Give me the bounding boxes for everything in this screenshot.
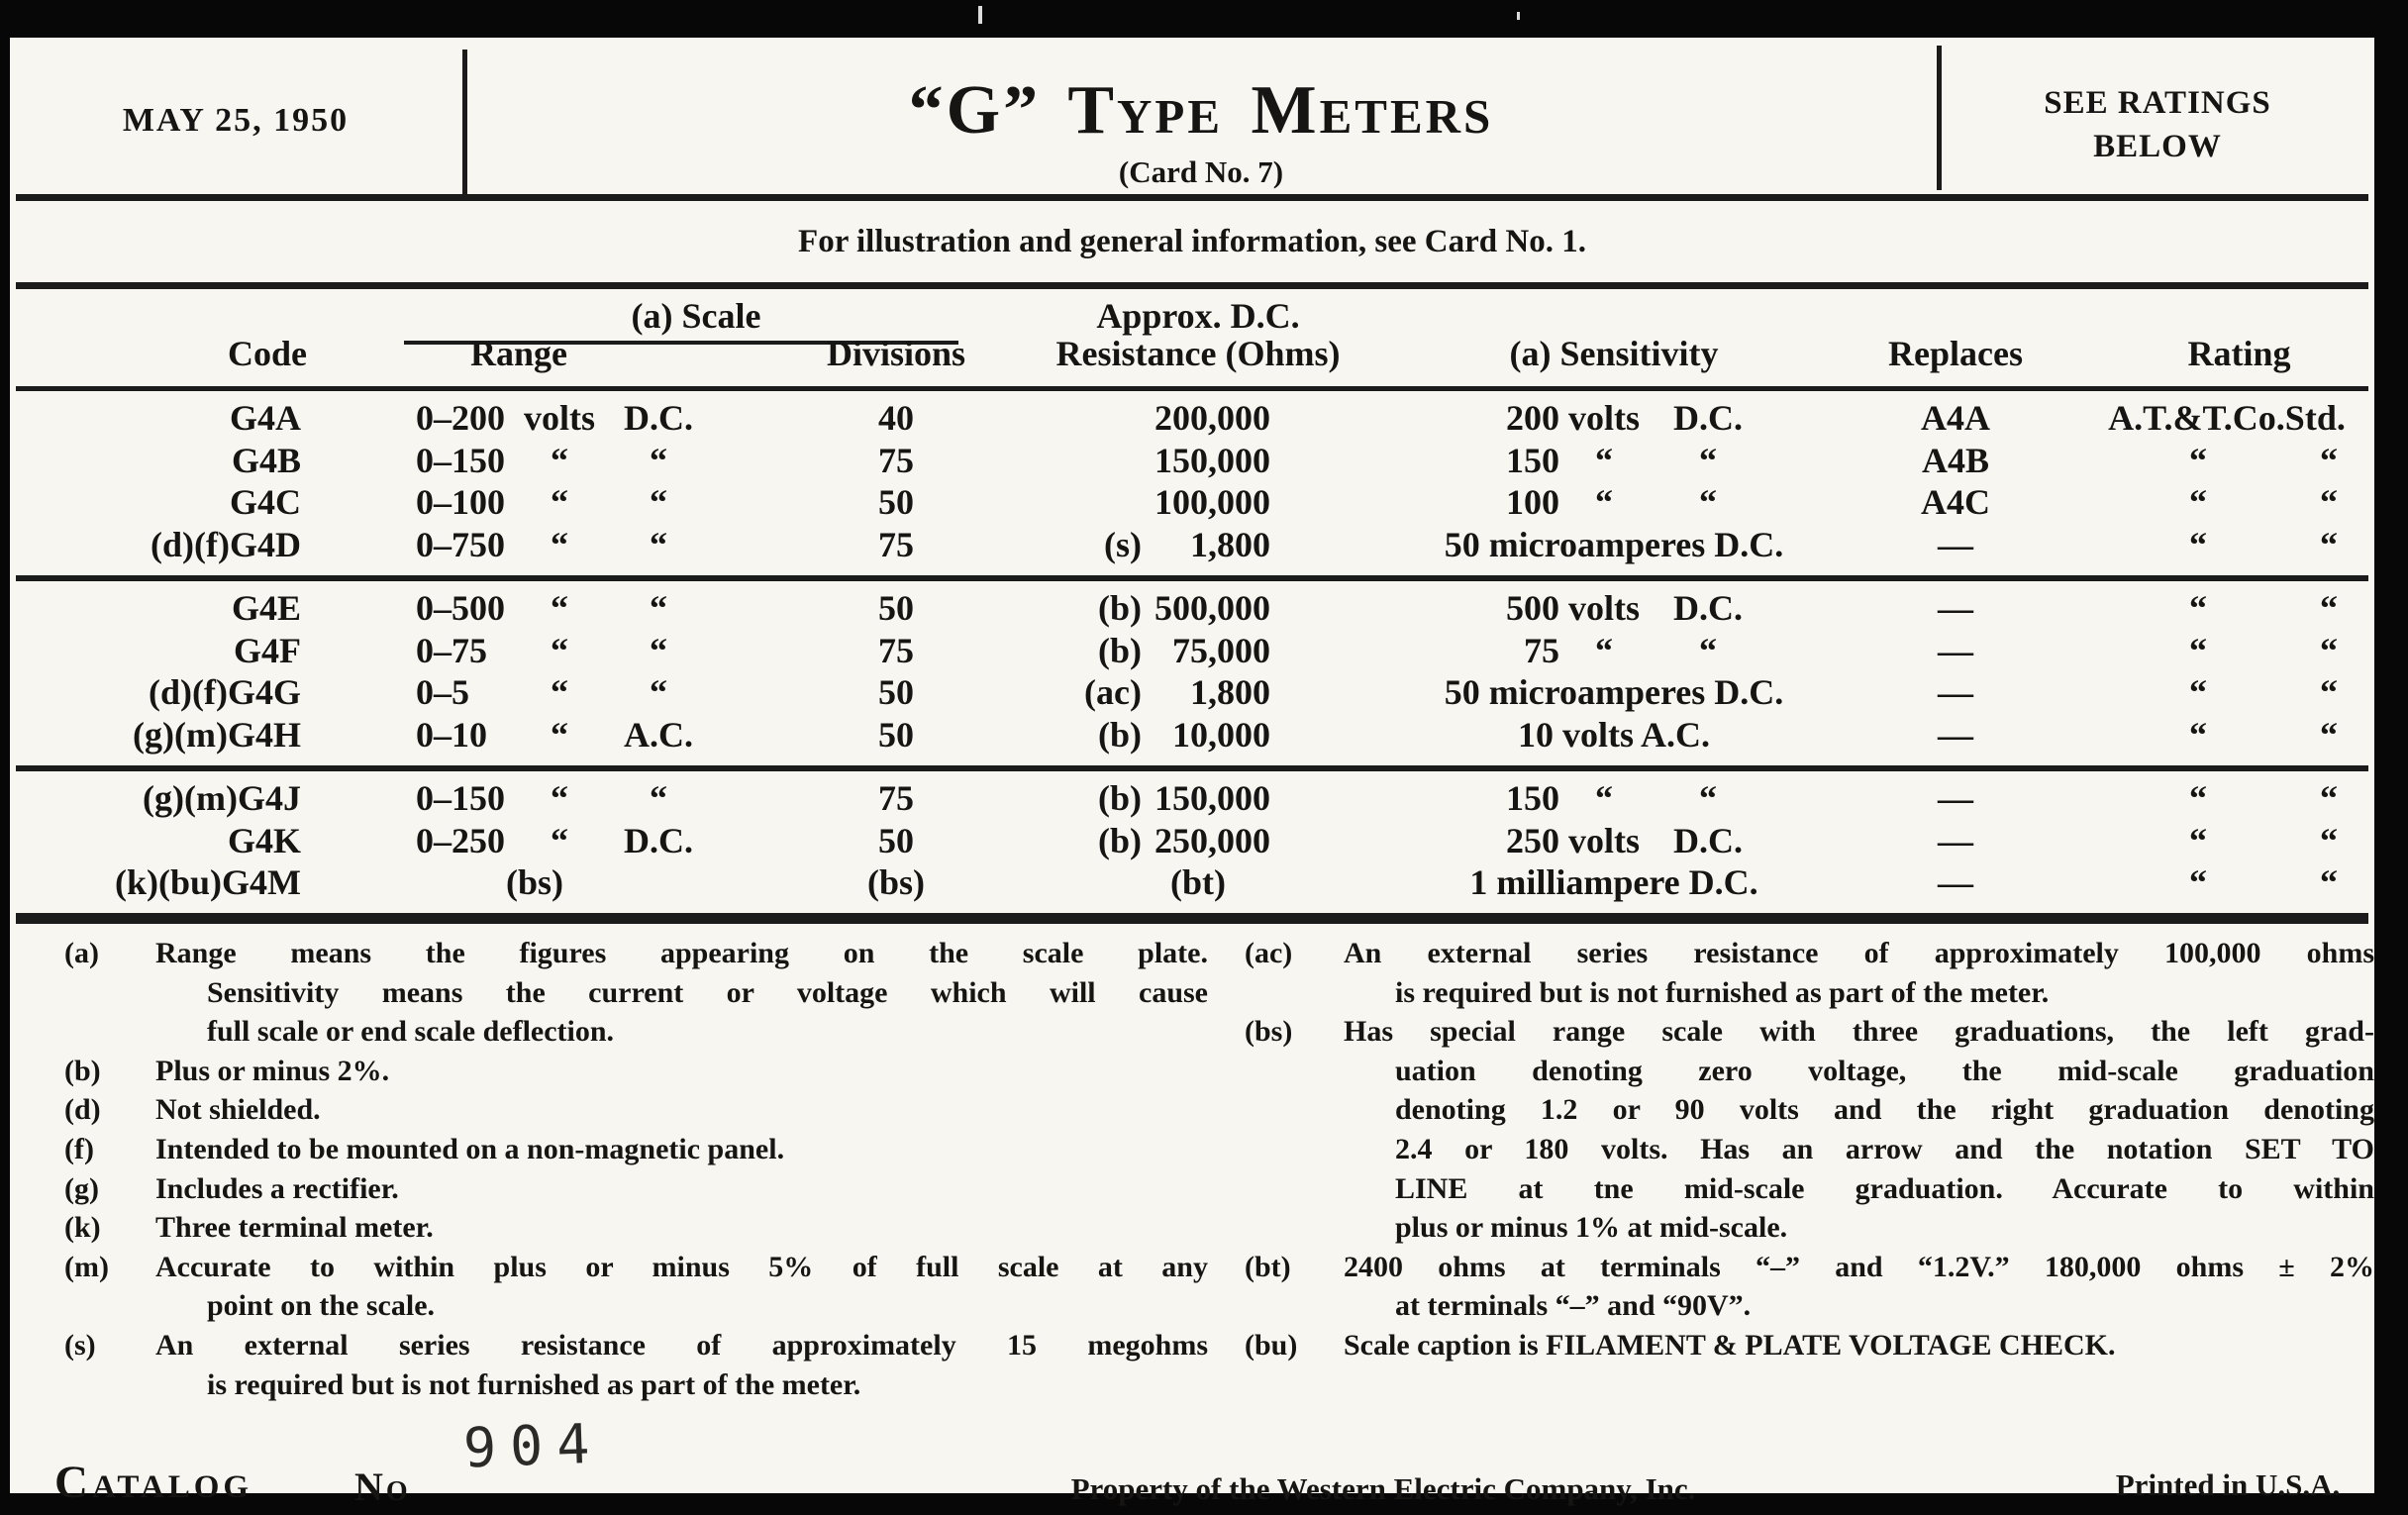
range-unit: “ <box>551 778 568 818</box>
footnote-line: Accurate to within plus or minus 5% of full scale at any <box>155 1250 1208 1283</box>
row-range <box>307 777 762 820</box>
row-resistance: (bt) <box>1170 862 1226 902</box>
sensitivity-unit: “ <box>1595 482 1613 522</box>
sensitivity-type: “ <box>1699 440 1717 480</box>
row-code: G4K <box>227 820 301 860</box>
rating-ditto: “ <box>2189 482 2207 522</box>
footnote-line: plus or minus 1% at mid-scale. <box>1395 1211 1788 1245</box>
footnote <box>1245 1326 2374 1365</box>
row-range <box>307 440 762 482</box>
resistance-note: (ac) <box>1084 672 1142 712</box>
row-divisions: 50 <box>878 672 914 712</box>
range-value: 0–10 <box>416 714 487 755</box>
range-value: 0–150 <box>416 440 505 480</box>
row-sensitivity <box>1366 630 1861 672</box>
catalog-number-stamp: 904 <box>461 1411 605 1480</box>
footnote-body <box>155 1090 1208 1130</box>
rating-ditto: “ <box>2320 820 2338 860</box>
resistance-value: 150,000 <box>1154 440 1270 480</box>
row-range <box>307 524 762 566</box>
film-scratch <box>978 6 982 24</box>
table-row <box>10 714 2374 757</box>
range-type: D.C. <box>624 398 693 438</box>
sensitivity-type: D.C. <box>1673 588 1743 628</box>
rating-ditto: “ <box>2320 482 2338 522</box>
row-resistance <box>1030 524 1366 566</box>
column-header-replaces: Replaces <box>1888 334 2023 373</box>
sensitivity-value: 75 <box>1524 630 1559 670</box>
row-range <box>307 397 762 440</box>
row-code: G4A <box>230 398 301 438</box>
rating-value: A.T.&T.Co.Std. <box>2108 398 2346 438</box>
row-rating <box>2050 861 2374 904</box>
range-unit: volts <box>524 398 595 438</box>
catalog-label: Catalog <box>54 1457 253 1508</box>
range-type: “ <box>650 588 667 628</box>
range-unit: “ <box>551 630 568 670</box>
footnote-body <box>155 1208 1208 1248</box>
range-type: “ <box>650 482 667 522</box>
row-range <box>307 587 762 630</box>
row-range: (bs) <box>505 862 563 902</box>
resistance-value: 250,000 <box>1154 820 1270 860</box>
footnote-tag: (ac) <box>1245 937 1293 969</box>
footnote-body <box>155 1326 1208 1404</box>
row-rating <box>2050 397 2374 440</box>
row-resistance <box>1030 587 1366 630</box>
catalog-card <box>10 38 2374 1509</box>
resistance-header-line1: Approx. D.C. <box>1096 296 1300 336</box>
row-code: (g)(m)G4H <box>133 714 301 755</box>
resistance-note: (b) <box>1098 820 1142 860</box>
range-type: “ <box>650 778 667 818</box>
footnote-tag: (g) <box>64 1171 99 1205</box>
table-row <box>10 440 2374 482</box>
footnote-line: Includes a rectifier. <box>155 1171 399 1205</box>
row-divisions: 75 <box>878 524 914 564</box>
range-type: “ <box>650 630 667 670</box>
sensitivity-value: 100 <box>1506 482 1559 522</box>
rating-ditto: “ <box>2189 672 2207 712</box>
row-sensitivity <box>1366 587 1861 630</box>
rating-ditto: “ <box>2320 440 2338 480</box>
footnote <box>64 1169 1208 1209</box>
footnote-line: Range means the figures appearing on the scale plate. <box>155 937 1208 969</box>
sensitivity-type: D.C. <box>1673 820 1743 860</box>
row-rating <box>2050 481 2374 524</box>
footnote-line: Three terminal meter. <box>155 1211 434 1245</box>
row-replaces: — <box>1938 672 1973 712</box>
resistance-note <box>1030 440 1142 482</box>
row-sensitivity <box>1366 397 1861 440</box>
footnote <box>64 1090 1208 1130</box>
row-divisions: (bs) <box>866 862 925 902</box>
row-code: (d)(f)G4G <box>149 672 301 712</box>
row-resistance <box>1030 481 1366 524</box>
row-resistance <box>1030 630 1366 672</box>
table-header-row <box>10 293 2374 372</box>
printed-in-usa: Printed in U.S.A. <box>2115 1467 2341 1502</box>
range-type: “ <box>650 440 667 480</box>
film-scratch <box>1517 12 1520 20</box>
rule-under-subtitle <box>16 282 2368 289</box>
sensitivity-unit: “ <box>1595 440 1613 480</box>
row-rating <box>2050 587 2374 630</box>
row-rating <box>2050 524 2374 566</box>
column-header-range: Range <box>470 334 567 373</box>
footnote-line: 2.4 or 180 volts. Has an arrow and the notation SET TO <box>1395 1132 2374 1165</box>
row-sensitivity: 50 microamperes D.C. <box>1444 524 1784 564</box>
table-row <box>10 820 2374 862</box>
resistance-value: 75,000 <box>1172 630 1270 670</box>
row-replaces: A4A <box>1921 398 1990 438</box>
footnote <box>64 1130 1208 1169</box>
range-type: A.C. <box>624 714 693 755</box>
footnote-tag: (d) <box>64 1093 101 1127</box>
sensitivity-unit: volts <box>1568 588 1640 628</box>
row-divisions: 75 <box>878 440 914 480</box>
range-value: 0–500 <box>416 588 505 628</box>
footnote-tag: (k) <box>64 1211 101 1245</box>
table-row <box>10 524 2374 566</box>
row-sensitivity <box>1366 777 1861 820</box>
footnote <box>64 1208 1208 1248</box>
row-code: G4F <box>234 630 301 670</box>
ratings-note-line1: SEE RATINGS <box>2044 85 2271 121</box>
page-title: “G” Type Meters <box>908 72 1494 149</box>
footnote-tag: (a) <box>64 937 99 969</box>
range-unit: “ <box>551 440 568 480</box>
sensitivity-value: 200 <box>1506 398 1559 438</box>
row-divisions: 50 <box>878 820 914 860</box>
row-sensitivity <box>1366 440 1861 482</box>
footnote <box>64 1326 1208 1404</box>
sensitivity-type: “ <box>1699 778 1717 818</box>
footnote-tag: (bt) <box>1245 1250 1291 1283</box>
catalog-no-label: No <box>354 1464 411 1509</box>
footnote-line: An external series resistance of approximately 15 megohms <box>155 1328 1208 1362</box>
resistance-value: 150,000 <box>1154 778 1270 818</box>
row-resistance <box>1030 440 1366 482</box>
row-replaces: — <box>1938 524 1973 564</box>
sensitivity-value: 150 <box>1506 440 1559 480</box>
footnote-line: LINE at tne mid-scale graduation. Accurate to within <box>1395 1171 2374 1205</box>
footnote-body <box>155 934 1208 1052</box>
row-replaces: — <box>1938 778 1973 818</box>
row-rating <box>2050 714 2374 757</box>
row-range <box>307 630 762 672</box>
row-replaces: — <box>1938 820 1973 860</box>
row-replaces: — <box>1938 714 1973 755</box>
row-divisions: 50 <box>878 482 914 522</box>
row-divisions: 40 <box>878 398 914 438</box>
rating-ditto: “ <box>2320 630 2338 670</box>
rating-ditto: “ <box>2189 820 2207 860</box>
row-rating <box>2050 630 2374 672</box>
sensitivity-value: 150 <box>1506 778 1559 818</box>
table-group-rule <box>16 765 2368 771</box>
row-replaces: A4C <box>1921 482 1990 522</box>
row-range <box>307 481 762 524</box>
resistance-value: 500,000 <box>1154 588 1270 628</box>
range-unit: “ <box>551 714 568 755</box>
footnote-line: 2400 ohms at terminals “–” and “1.2V.” 180,000 ohms ± 2% <box>1344 1250 2374 1283</box>
ratings-note-line2: BELOW <box>2093 129 2222 164</box>
sensitivity-type: “ <box>1699 482 1717 522</box>
range-unit: “ <box>551 482 568 522</box>
rating-ditto: “ <box>2320 862 2338 902</box>
footnote-line: is required but is not furnished as part of the meter. <box>207 1367 861 1401</box>
sensitivity-unit: volts <box>1568 820 1640 860</box>
table-group-rule <box>16 575 2368 581</box>
footnote-tag: (bs) <box>1245 1015 1293 1049</box>
resistance-note: (b) <box>1098 714 1142 755</box>
column-header-sensitivity: (a) Sensitivity <box>1509 334 1719 373</box>
resistance-value: 200,000 <box>1154 398 1270 438</box>
row-replaces: A4B <box>1921 440 1989 480</box>
footnote-tag: (s) <box>64 1328 96 1362</box>
rating-ditto: “ <box>2320 714 2338 755</box>
footnote-body <box>1344 1326 2374 1365</box>
sensitivity-unit: “ <box>1595 630 1613 670</box>
footnote <box>1245 1012 2374 1248</box>
range-type: “ <box>650 524 667 564</box>
title-block <box>467 71 1935 192</box>
range-value: 0–150 <box>416 778 505 818</box>
ratings-note <box>1941 81 2374 168</box>
rating-ditto: “ <box>2189 630 2207 670</box>
table-row <box>10 481 2374 524</box>
row-resistance <box>1030 671 1366 714</box>
row-divisions: 50 <box>878 588 914 628</box>
resistance-note: (b) <box>1098 778 1142 818</box>
footnote-body <box>155 1130 1208 1169</box>
footnote <box>64 934 1208 1052</box>
column-header-resistance <box>1030 297 1366 372</box>
row-code: G4B <box>231 440 301 480</box>
range-unit: “ <box>551 820 568 860</box>
rating-ditto: “ <box>2320 588 2338 628</box>
row-range <box>307 820 762 862</box>
footnote-tag: (f) <box>64 1132 94 1165</box>
row-replaces: — <box>1938 862 1973 902</box>
row-sensitivity: 50 microamperes D.C. <box>1444 672 1784 712</box>
footnote-line: Not shielded. <box>155 1093 321 1127</box>
sensitivity-unit: volts <box>1568 398 1640 438</box>
footnote-tag: (b) <box>64 1054 101 1087</box>
sensitivity-value: 500 <box>1506 588 1559 628</box>
footnotes-right-column <box>1245 934 2374 1365</box>
rating-ditto: “ <box>2189 862 2207 902</box>
range-value: 0–100 <box>416 482 505 522</box>
row-sensitivity: 1 milliampere D.C. <box>1469 862 1758 902</box>
range-unit: “ <box>551 588 568 628</box>
resistance-note: (b) <box>1098 630 1142 670</box>
card-date: MAY 25, 1950 <box>122 102 350 139</box>
row-code: (k)(bu)G4M <box>115 862 301 902</box>
row-replaces: — <box>1938 588 1973 628</box>
rating-ditto: “ <box>2189 778 2207 818</box>
footnote-line: An external series resistance of approximately 100,000 ohms <box>1344 937 2374 969</box>
row-rating <box>2050 820 2374 862</box>
subtitle: For illustration and general information, see Card No. 1. <box>798 224 1586 259</box>
sensitivity-type: “ <box>1699 630 1717 670</box>
footnote-body <box>155 1248 1208 1326</box>
rating-ditto: “ <box>2189 524 2207 564</box>
footnote-line: full scale or end scale deflection. <box>207 1015 615 1049</box>
sensitivity-value: 250 <box>1506 820 1559 860</box>
footnote-body <box>155 1169 1208 1209</box>
footnote <box>64 1248 1208 1326</box>
row-code: G4E <box>231 588 301 628</box>
row-replaces: — <box>1938 630 1973 670</box>
row-resistance <box>1030 397 1366 440</box>
footnote <box>64 1052 1208 1091</box>
resistance-value: 1,800 <box>1190 524 1270 564</box>
footnote-line: Has special range scale with three graduations, the left grad- <box>1344 1015 2374 1049</box>
table-row <box>10 777 2374 820</box>
row-resistance <box>1030 777 1366 820</box>
rule-under-table-header <box>16 386 2368 391</box>
sensitivity-unit: “ <box>1595 778 1613 818</box>
footnote-line: Intended to be mounted on a non-magnetic panel. <box>155 1132 785 1165</box>
table-row <box>10 397 2374 440</box>
resistance-value: 100,000 <box>1154 482 1270 522</box>
row-rating <box>2050 671 2374 714</box>
resistance-note: (b) <box>1098 588 1142 628</box>
footnote-line: is required but is not furnished as part of the meter. <box>1395 975 2050 1009</box>
resistance-note: (s) <box>1104 524 1142 564</box>
rule-under-header <box>16 194 2368 201</box>
column-header-code: Code <box>228 334 307 373</box>
rating-ditto: “ <box>2189 714 2207 755</box>
row-resistance <box>1030 714 1366 757</box>
table-row <box>10 587 2374 630</box>
rating-ditto: “ <box>2189 440 2207 480</box>
row-sensitivity <box>1366 481 1861 524</box>
row-rating <box>2050 440 2374 482</box>
scale-group-header: (a) Scale <box>631 296 761 336</box>
footnote-tag: (m) <box>64 1250 109 1283</box>
range-unit: “ <box>551 672 568 712</box>
row-range <box>307 714 762 757</box>
table-row <box>10 671 2374 714</box>
footnote-line: Plus or minus 2%. <box>155 1054 390 1087</box>
rating-ditto: “ <box>2189 588 2207 628</box>
row-code: (g)(m)G4J <box>143 778 301 818</box>
resistance-header-line2: Resistance (Ohms) <box>1055 334 1341 373</box>
footnote <box>1245 1248 2374 1326</box>
table-row <box>10 861 2374 904</box>
footnote-body <box>1344 934 2374 1012</box>
resistance-value: 10,000 <box>1172 714 1270 755</box>
row-rating <box>2050 777 2374 820</box>
footnote-line: uation denoting zero voltage, the mid-scale graduation <box>1395 1054 2374 1087</box>
column-header-divisions: Divisions <box>826 334 966 373</box>
row-sensitivity: 10 volts A.C. <box>1517 714 1710 755</box>
row-code: (d)(f)G4D <box>150 524 301 564</box>
range-value: 0–250 <box>416 820 505 860</box>
footnote-line: at terminals “–” and “90V”. <box>1395 1289 1752 1323</box>
row-range <box>307 671 762 714</box>
footnote-body <box>155 1052 1208 1091</box>
table-body <box>10 397 2374 930</box>
row-resistance <box>1030 820 1366 862</box>
footnotes-left-column <box>64 934 1208 1404</box>
rating-ditto: “ <box>2320 672 2338 712</box>
range-type: D.C. <box>624 820 693 860</box>
range-value: 0–750 <box>416 524 505 564</box>
resistance-note <box>1030 397 1142 440</box>
footnote-body <box>1344 1012 2374 1248</box>
footnote <box>1245 934 2374 1012</box>
row-divisions: 50 <box>878 714 914 755</box>
row-sensitivity <box>1366 820 1861 862</box>
footnote-line: Sensitivity means the current or voltage which will cause <box>207 975 1208 1009</box>
row-divisions: 75 <box>878 778 914 818</box>
footnote-body <box>1344 1248 2374 1326</box>
range-value: 0–5 <box>416 672 469 712</box>
range-unit: “ <box>551 524 568 564</box>
card-number: (Card No. 7) <box>1118 154 1284 189</box>
table-bottom-rule <box>16 913 2368 924</box>
column-header-rating: Rating <box>2187 334 2291 373</box>
range-value: 0–75 <box>416 630 487 670</box>
rating-ditto: “ <box>2320 524 2338 564</box>
rating-ditto: “ <box>2320 778 2338 818</box>
range-value: 0–200 <box>416 398 505 438</box>
footnote-line: denoting 1.2 or 90 volts and the right graduation denoting <box>1395 1093 2374 1127</box>
sensitivity-type: D.C. <box>1673 398 1743 438</box>
range-type: “ <box>650 672 667 712</box>
row-code: G4C <box>230 482 301 522</box>
resistance-note <box>1030 481 1142 524</box>
resistance-value: 1,800 <box>1190 672 1270 712</box>
property-notice: Property of the Western Electric Company, Inc. <box>1070 1471 1696 1506</box>
footnote-tag: (bu) <box>1245 1328 1298 1362</box>
footnote-line: point on the scale. <box>207 1289 436 1323</box>
footnote-line: Scale caption is FILAMENT & PLATE VOLTAGE CHECK. <box>1344 1328 2116 1362</box>
row-divisions: 75 <box>878 630 914 670</box>
table-row <box>10 630 2374 672</box>
